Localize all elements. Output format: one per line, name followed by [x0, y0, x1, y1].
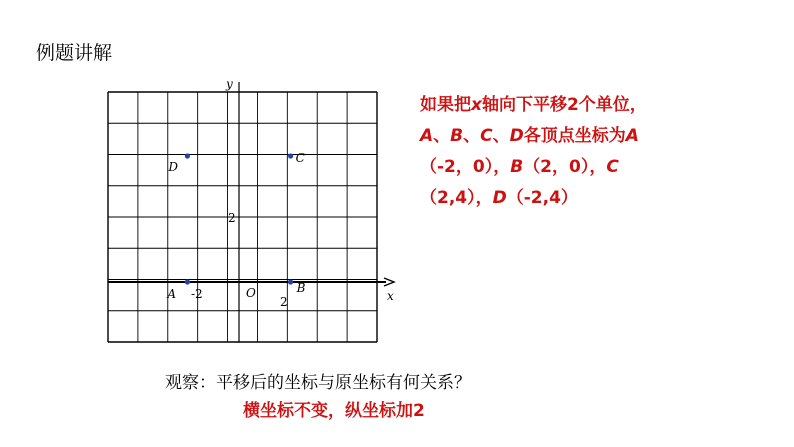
- y-axis-label: y: [226, 77, 233, 91]
- x-tick-2: 2: [280, 295, 288, 309]
- points: [166, 151, 305, 301]
- point-label-d: D: [168, 160, 179, 174]
- grid-lines: [108, 92, 377, 342]
- point-c: [288, 153, 293, 158]
- point-d: [185, 153, 190, 158]
- point-label-a: A: [167, 287, 177, 301]
- origin-label: O: [246, 286, 256, 300]
- answer-text: 横坐标不变，纵坐标加2: [243, 401, 425, 421]
- point-label-b: B: [296, 281, 306, 295]
- x-axis-label: x: [387, 289, 394, 303]
- point-a: [185, 279, 190, 284]
- y-tick-2: 2: [228, 211, 236, 225]
- question-text: 观察：平移后的坐标与原坐标有何关系？: [165, 373, 471, 393]
- explanation-text: 如果把x轴向下平移2个单位，A、B、C、D各顶点坐标为A（-2，0），B（2，0），C（2,4），D（-2,4）: [420, 95, 647, 208]
- section-title: 例题讲解: [36, 42, 113, 64]
- point-label-c: C: [295, 151, 305, 165]
- x-tick-neg2: -2: [191, 287, 203, 301]
- point-b: [288, 279, 293, 284]
